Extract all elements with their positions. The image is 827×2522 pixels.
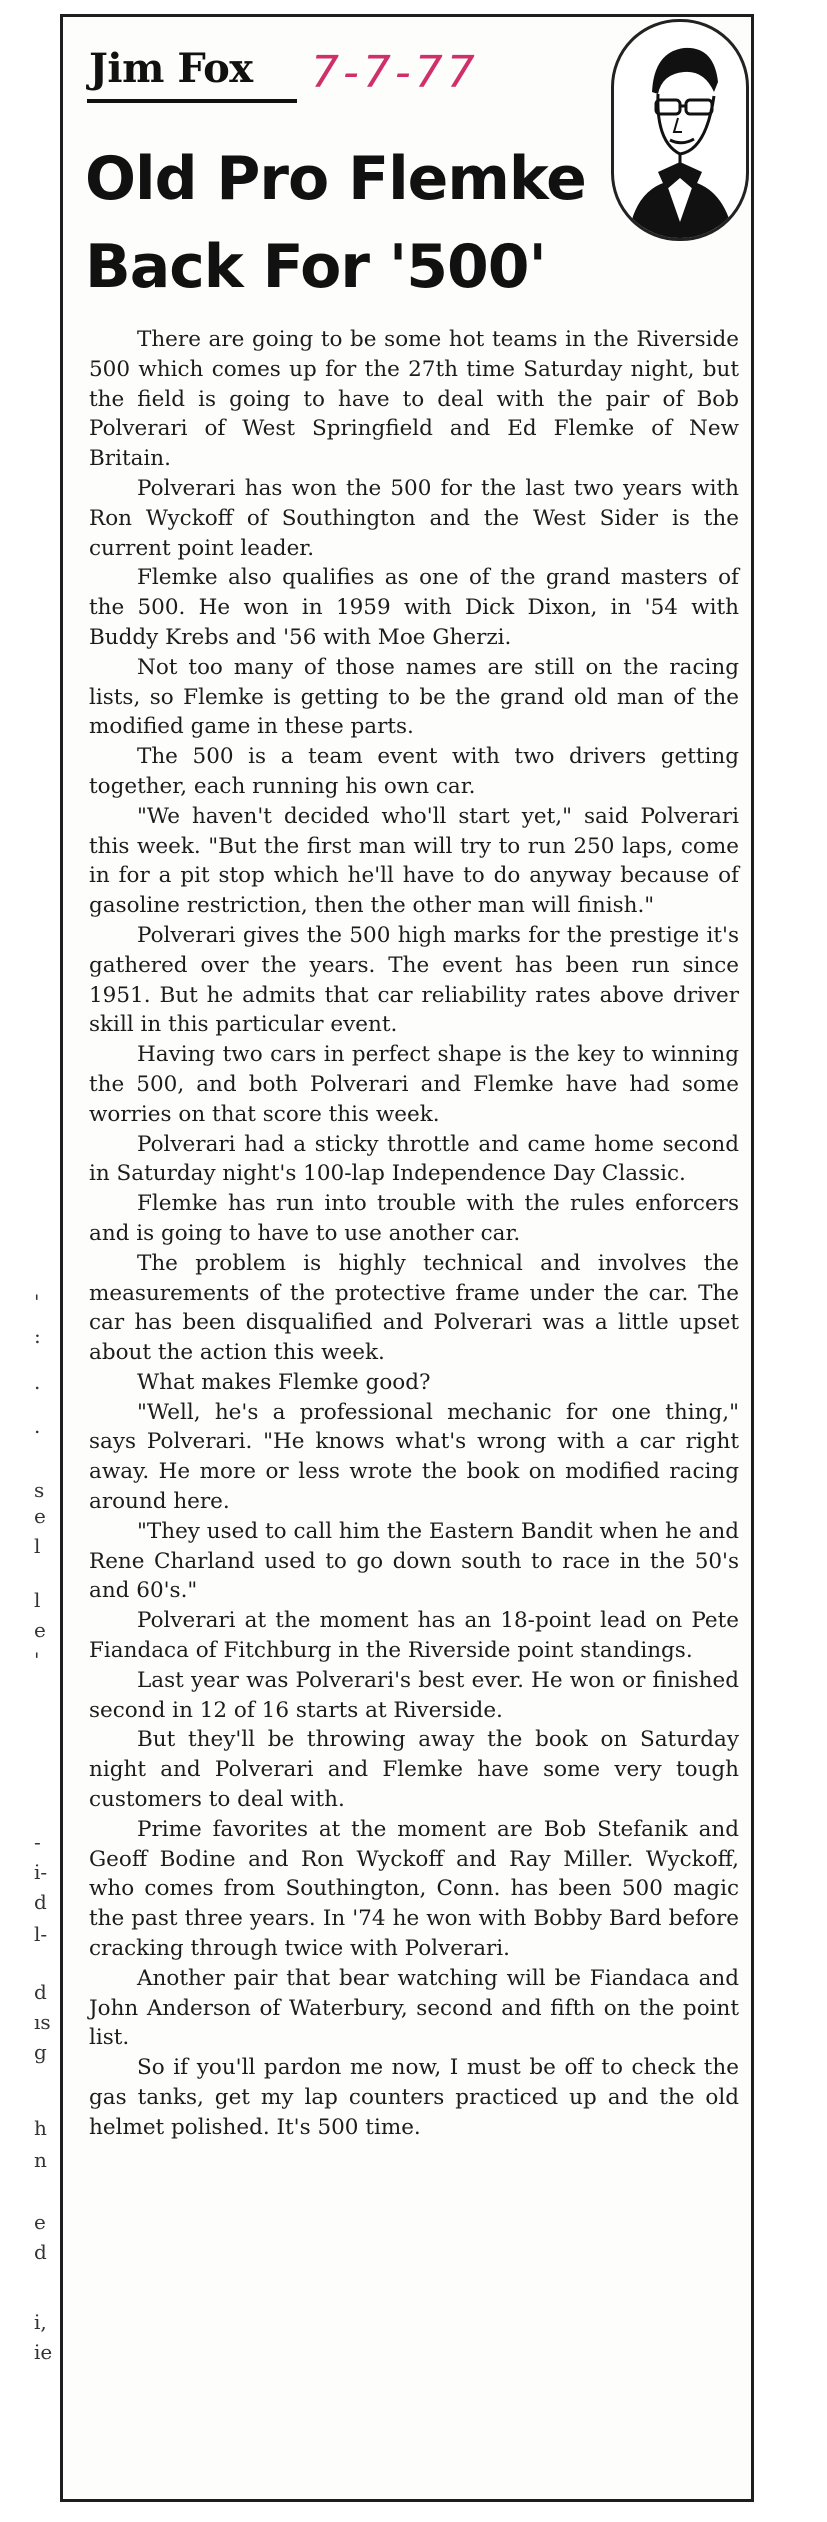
margin-fragment: n	[34, 2148, 47, 2172]
paragraph: Flemke also qualifies as one of the grand masters of the 500. He won in 1959 with Dick Dixon, in '54 with Buddy Krebs and '56 with Moe Gherzi.	[89, 565, 739, 650]
margin-fragment: .	[34, 1414, 41, 1438]
paragraph: "Well, he's a professional mechanic for one thing," says Polverari. "He knows what's wrong with a car right away. He more or less wrote the book on modified racing around here.	[89, 1399, 739, 1515]
margin-fragment: s	[34, 1478, 45, 1502]
margin-fragment: ie	[34, 2340, 53, 2364]
margin-fragment: e	[34, 1504, 46, 1528]
paragraph: Having two cars in perfect shape is the key to winning the 500, and both Polverari and Flemke have had some worries on that score this week.	[89, 1042, 739, 1127]
margin-fragment: e	[34, 1618, 46, 1642]
byline-rule	[87, 99, 297, 103]
columnist-portrait	[611, 19, 749, 241]
article-body	[89, 325, 739, 2143]
paragraph: Polverari gives the 500 high marks for the prestige it's gathered over the years. The event has been run since 1951. But he admits that car reliability rates above driver skill in this particular event.	[89, 922, 739, 1038]
headline	[85, 135, 605, 311]
margin-fragment: d	[34, 2240, 47, 2264]
paragraph: So if you'll pardon me now, I must be off to check the gas tanks, get my lap counters practiced up and the old helmet polished. It's 500 time.	[89, 2055, 739, 2140]
paragraph: Flemke has run into trouble with the rules enforcers and is going to have to use another car.	[89, 1191, 739, 1246]
paragraph: What makes Flemke good?	[137, 1369, 431, 1395]
margin-fragment: i-	[34, 1860, 48, 1884]
paragraph: Prime favorites at the moment are Bob Stefanik and Geoff Bodine and Ron Wyckoff and Ray Miller. Wyckoff, who comes from Southington, Conn. has been 500 magic the past three years. In '74 he won with Bobby Bard before cracking through twice with Polverari.	[89, 1816, 739, 1962]
paragraph: The 500 is a team event with two drivers getting together, each running his own car.	[89, 744, 739, 799]
margin-fragment: l	[34, 1534, 41, 1558]
columnist-sketch-icon	[614, 22, 746, 238]
margin-fragment: .	[34, 1370, 41, 1394]
paragraph: "We haven't decided who'll start yet," said Polverari this week. "But the first man will try to run 250 laps, come in for a pit stop which he'll have to do anyway because of gasoline restriction, then the other man will finish."	[89, 803, 739, 919]
paragraph: Polverari at the moment has an 18-point lead on Pete Fiandaca of Fitchburg in the Riverside point standings.	[89, 1608, 739, 1664]
byline: Jim Fox	[89, 45, 253, 92]
margin-fragment: e	[34, 2210, 46, 2234]
handwritten-date: 7-7-77	[311, 47, 479, 98]
margin-fragment: -	[34, 1830, 41, 1854]
paragraph: Polverari has won the 500 for the last two years with Ron Wyckoff of Southington and the West Sider is the current point leader.	[89, 475, 739, 561]
paragraph: The problem is highly technical and involves the measurements of the protective frame under the car. The car has been disqualified and Polverari was a little upset about the action this week.	[89, 1250, 739, 1366]
headline-line-1: Old Pro Flemke	[85, 144, 586, 214]
margin-fragment: d	[34, 1890, 47, 1914]
paragraph: Not too many of those names are still on the racing lists, so Flemke is getting to be the grand old man of the modified game in these parts.	[89, 654, 739, 740]
margin-fragment: '	[34, 1290, 40, 1314]
headline-line-2: Back For '500'	[85, 232, 546, 302]
adjacent-column-fragments	[0, 1290, 58, 2490]
newspaper-clipping	[60, 14, 754, 2502]
margin-fragment: g	[34, 2040, 47, 2064]
margin-fragment: '	[34, 1648, 40, 1672]
paragraph: But they'll be throwing away the book on Saturday night and Polverari and Flemke have some very tough customers to deal with.	[89, 1727, 739, 1813]
margin-fragment: :	[34, 1324, 41, 1348]
margin-fragment: ıs	[34, 2010, 51, 2034]
paragraph: There are going to be some hot teams in the Riverside 500 which comes up for the 27th time Saturday night, but the field is going to have to deal with the pair of Bob Polverari of West Springfield and Ed Flemke of New Britain.	[89, 327, 739, 472]
paragraph: Last year was Polverari's best ever. He won or finished second in 12 of 16 starts at Riverside.	[89, 1667, 739, 1723]
margin-fragment: h	[34, 2116, 47, 2140]
margin-fragment: d	[34, 1980, 47, 2004]
margin-fragment: l-	[34, 1922, 48, 1946]
paragraph: Polverari had a sticky throttle and came home second in Saturday night's 100-lap Independence Day Classic.	[89, 1131, 739, 1187]
margin-fragment: l	[34, 1588, 41, 1612]
paragraph: Another pair that bear watching will be Fiandaca and John Anderson of Waterbury, second and fifth on the point list.	[89, 1965, 739, 2051]
margin-fragment: i,	[34, 2310, 47, 2334]
paragraph: "They used to call him the Eastern Bandit when he and Rene Charland used to go down south to race in the 50's and 60's."	[89, 1518, 739, 1604]
